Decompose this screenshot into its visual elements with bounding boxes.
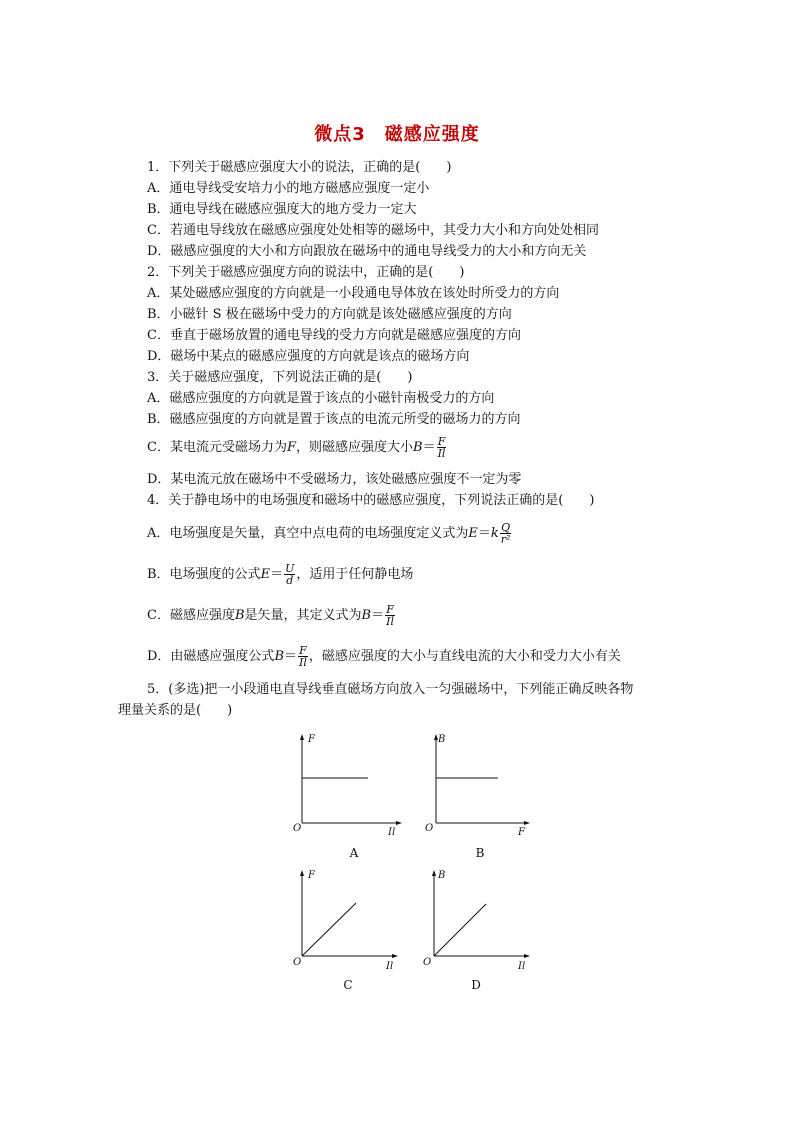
q4-option-c <box>147 604 396 627</box>
graph-a-caption: A <box>349 846 359 860</box>
fraction-numerator: U <box>285 562 295 575</box>
fraction-numerator: F <box>437 435 446 448</box>
q3-c-fraction <box>437 436 447 459</box>
fraction-numerator: F <box>386 603 394 616</box>
fraction-denominator: r² <box>500 533 511 546</box>
y-axis-arrow-icon <box>432 870 436 876</box>
q4-d-symbol-b: B <box>274 649 284 664</box>
x-axis-arrow-icon <box>396 821 402 825</box>
q4-a-text-pre: A．电场强度是矢量，真空中点电荷的电场强度定义式为 <box>147 526 469 541</box>
x-axis-arrow-icon <box>524 954 530 958</box>
q3-c-symbol-b: B <box>413 440 423 455</box>
fraction-denominator: Il <box>386 615 394 628</box>
y-axis-arrow-icon <box>300 734 304 740</box>
q5-stem-line1: 5．(多选)把一小段通电直导线垂直磁场方向放入一匀强磁场中，下列能正确反映各物 <box>147 682 634 697</box>
q4-b-fraction <box>284 563 295 586</box>
q4-b-text-pre: B．电场强度的公式 <box>147 567 261 582</box>
q4-a-symbol-k: k <box>490 526 499 541</box>
q4-c-equals: ＝ <box>371 608 385 623</box>
graph-b-caption: B <box>475 846 485 860</box>
y-axis-label: B <box>438 734 446 745</box>
q4-a-equals: ＝ <box>477 526 491 541</box>
q5-stem-line2: 理量关系的是( ) <box>118 703 233 718</box>
q2-option-b: B．小磁针 S 极在磁场中受力的方向就是该处磁感应强度的方向 <box>147 307 512 322</box>
q4-d-text-pre: D．由磁感应强度公式 <box>147 649 275 664</box>
fraction-numerator: F <box>299 644 307 657</box>
q4-d-equals: ＝ <box>284 649 298 664</box>
origin-label: O <box>425 823 434 834</box>
graph-d-caption: D <box>471 978 481 992</box>
q4-c-symbol-b: B <box>234 608 245 623</box>
y-axis-label: B <box>438 870 446 881</box>
q4-option-d <box>147 645 621 668</box>
graph-a <box>290 730 410 840</box>
page-title: 微点3 磁感应强度 <box>314 124 480 145</box>
origin-label: O <box>423 957 432 968</box>
graph-c-caption: C <box>343 978 353 992</box>
q4-b-symbol-e: E <box>260 567 271 582</box>
plot-line <box>434 904 486 956</box>
q1-option-d: D．磁感应强度的大小和方向跟放在磁场中的通电导线受力的大小和方向无关 <box>147 244 587 259</box>
graph-b <box>424 730 544 840</box>
q1-option-a: A．通电导线受安培力小的地方磁感应强度一定小 <box>147 181 430 196</box>
plot-line <box>302 903 356 956</box>
x-axis-arrow-icon <box>524 821 530 825</box>
x-axis-arrow-icon <box>392 954 398 958</box>
q4-option-a <box>147 522 512 545</box>
x-axis-label: Il <box>388 827 396 838</box>
fraction-denominator: Il <box>437 447 446 460</box>
q4-c-fraction <box>385 604 395 627</box>
graph-c <box>290 866 410 976</box>
q3-c-equals: ＝ <box>422 440 436 455</box>
q2-option-a: A．某处磁感应强度的方向就是一小段通电导体放在该处时所受力的方向 <box>147 286 560 301</box>
q4-b-text-post: ，适用于任何静电场 <box>296 567 414 582</box>
fraction-denominator: d <box>286 574 294 587</box>
y-axis-label: F <box>308 870 315 881</box>
graph-d <box>422 866 542 976</box>
q4-a-fraction <box>500 522 512 545</box>
q3-option-b: B．磁感应强度的方向就是置于该点的电流元所受的磁场力的方向 <box>147 412 521 427</box>
q3-option-d: D．某电流元放在磁场中不受磁场力，该处磁感应强度不一定为零 <box>147 472 522 487</box>
fraction-numerator: Q <box>501 521 511 534</box>
origin-label: O <box>293 957 302 968</box>
q2-stem: 2．下列关于磁感应强度方向的说法中，正确的是( ) <box>147 265 465 280</box>
q4-b-equals: ＝ <box>270 567 284 582</box>
y-axis-arrow-icon <box>300 870 304 876</box>
origin-label: O <box>293 823 302 834</box>
q3-stem: 3．关于磁感应强度，下列说法正确的是( ) <box>147 370 413 385</box>
q3-c-text-mid: ，则磁感应强度大小 <box>295 440 413 455</box>
q3-option-a: A．磁感应强度的方向就是置于该点的小磁针南极受力的方向 <box>147 391 495 406</box>
q4-d-text-post: ，磁感应强度的大小与直线电流的大小和受力大小有关 <box>308 649 621 664</box>
x-axis-label: F <box>518 827 525 838</box>
q1-stem: 1．下列关于磁感应强度大小的说法，正确的是( ) <box>147 160 452 175</box>
q3-option-c <box>147 436 447 459</box>
fraction-denominator: Il <box>299 656 307 669</box>
q1-option-b: B．通电导线在磁感应强度大的地方受力一定大 <box>147 202 417 217</box>
x-axis-label: Il <box>386 961 394 972</box>
q4-stem: 4．关于静电场中的电场强度和磁场中的磁感应强度，下列说法正确的是( ) <box>147 493 595 508</box>
q4-c-text-mid: 是矢量，其定义式为 <box>244 608 362 623</box>
y-axis-label: F <box>308 734 315 745</box>
q3-c-symbol-f: F <box>286 440 296 455</box>
q4-a-symbol-e: E <box>468 526 478 541</box>
q2-option-d: D．磁场中某点的磁感应强度的方向就是该点的磁场方向 <box>147 349 470 364</box>
q4-c-text-pre: C．磁感应强度 <box>147 608 235 623</box>
q3-c-text-pre: C．某电流元受磁场力为 <box>147 440 287 455</box>
q1-option-c: C．若通电导线放在磁感应强度处处相等的磁场中，其受力大小和方向处处相同 <box>147 223 599 238</box>
q4-d-fraction <box>298 645 308 668</box>
x-axis-label: Il <box>518 961 526 972</box>
q4-option-b <box>147 563 413 586</box>
q2-option-c: C．垂直于磁场放置的通电导线的受力方向就是磁感应强度的方向 <box>147 328 521 343</box>
q4-c-symbol-b2: B <box>361 608 372 623</box>
